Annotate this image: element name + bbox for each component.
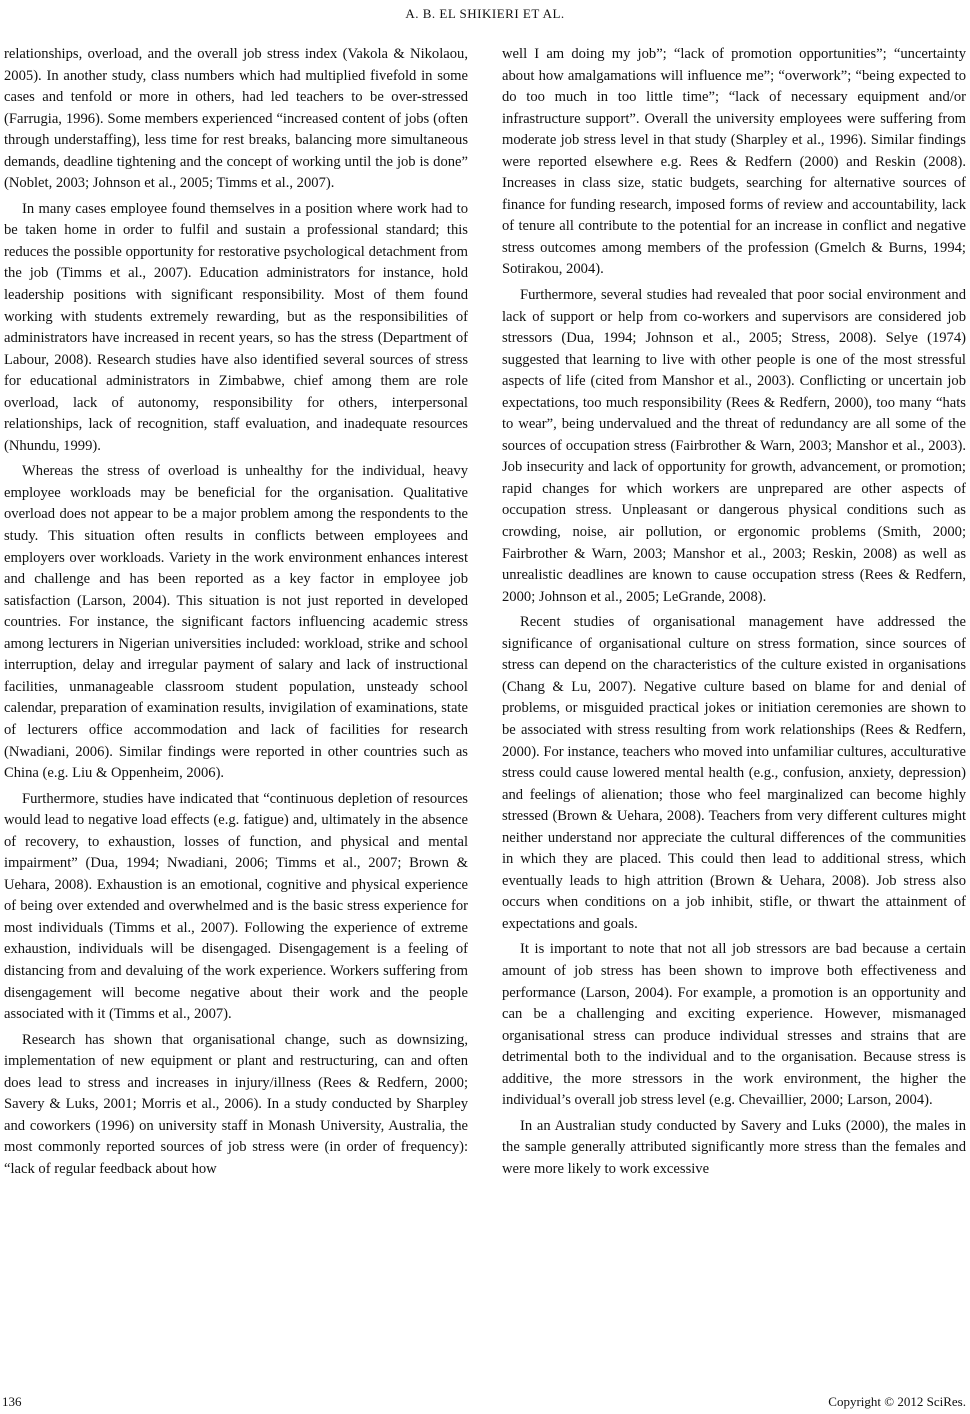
left-column	[4, 44, 468, 1184]
copyright-notice: Copyright © 2012 SciRes.	[828, 1394, 966, 1409]
page-number: 136	[2, 1394, 22, 1409]
paragraph: It is important to note that not all job stressors are bad because a certain amount of job stress has been shown to improve both effectiveness and performance (Larson, 2004). For example, a promotion is an opportunity and can be a challenging and exciting experience. However, mismanaged organisational stress can produce individual stresses and strains that are detrimental both to the individual and to the organisation. Because stress is additive, the more stressors in the work environment, the higher the individual’s overall job stress level (e.g. Chevaillier, 2000; Larson, 2004).	[502, 941, 966, 1109]
right-column	[502, 44, 966, 1184]
paragraph: Research has shown that organisational change, such as downsizing, implementation of new equipment or plant and restructuring, can and often does lead to stress and increases in injury/illness (Rees & Redfern, 2000; Savery & Luks, 2001; Morris et al., 2006). In a study conducted by Sharpley and coworkers (1996) on university staff in Monash University, Australia, the most commonly reported sources of job stress were (in order of frequency): “lack of regular feedback about how	[4, 1031, 468, 1177]
paragraph: relationships, overload, and the overall job stress index (Vakola & Nikolaou, 2005). In another study, class numbers which had multiplied fivefold in some cases and tenfold or more in others, had led teachers to be over-stressed (Farrugia, 1996). Some members experienced “increased content of jobs (often through understaffing), less time for rest breaks, balancing more simultaneous demands, deadline tightening and the concept of working until the job is done” (Noblet, 2003; Johnson et al., 2005; Timms et al., 2007).	[4, 46, 468, 192]
paragraph: Furthermore, studies have indicated that “continuous depletion of resources would lead to negative load effects (e.g. fatigue) and, ultimately in the absence of recovery, to exhaustion, losses of function, and physical and mental impairment” (Dua, 1994; Nwadiani, 2006; Timms et al., 2007; Brown & Uehara, 2008). Exhaustion is an emotional, cognitive and physical experience of being over extended and overwhelmed and is the basic stress experience for most individuals (Timms et al., 2007). Following the experience of extreme exhaustion, individuals will be disengaged. Disengagement is a feeling of distancing from and devaluing of the work experience. Workers suffering from disengagement will become negative about their work and the people associated with it (Timms et al., 2007).	[4, 790, 468, 1023]
paragraph: In many cases employee found themselves in a position where work had to be taken home in order to fulfil and sustain a professional standard; this reduces the possible opportunity for restorative psychological detachment from the job (Timms et al., 2007). Education administrators for instance, hold leadership positions with significant responsibility. Most of them found working with students extremely rewarding, but as the responsibilities of administrators have increased in recent years, so has the stress (Department of Labour, 2008). Research studies have also identified several sources of stress for educational administrators in Zimbabwe, chief among them are role overload, lack of autonomy, responsibility for others, interpersonal relationships, lack of recognition, staff evaluation, and inadequate resources (Nhundu, 1999).	[4, 200, 468, 454]
paragraph: well I am doing my job”; “lack of promotion opportunities”; “uncertainty about how amalgamations will influence me”; “overwork”; “being expected to do too much in too little time”; “lack of necessary equipment and/or infrastructure support”. Overall the university employees were suffering from moderate job stress level in that study (Sharpley et al., 1996). Similar findings were reported elsewhere e.g. Rees & Redfern (2000) and Reskin (2008). Increases in class size, static budgets, searching for alternative sources of finance for funding research, imposed forms of review and accountability, lack of tenure all contribute to the potential for an increase in conflict and negative stress outcomes among members of the profession (Gmelch & Burns, 1994; Sotirakou, 2004).	[502, 46, 966, 278]
running-head: A. B. EL SHIKIERI ET AL.	[405, 6, 565, 21]
paragraph: Whereas the stress of overload is unhealthy for the individual, heavy employee workloads may be beneficial for the organisation. Qualitative overload does not appear to be a major problem among the respondents to the study. This situation often results in conflicts between employees and employers over workloads. Variety in the work environment enhances interest and challenge and has been reported as a key factor in employee job satisfaction (Larson, 2004). This situation is not just reported in developed countries. For instance, the significant factors influencing academic stress among lecturers in Nigerian universities included: workload, strike and school interruption, delay and irregular payment of salary and lack of instructional facilities, unmanageable classroom student population, unsteady school calendar, preparation of examination results, invigilation of examinations, state of lecturers office accommodation and lack of facilities for research (Nwadiani, 2006). Similar findings were reported in other countries such as China (e.g. Liu & Oppenheim, 2006).	[4, 463, 468, 782]
paragraph: Recent studies of organisational management have addressed the significance of organisational culture on stress formation, since sources of stress can depend on the characteristics of the culture existed in organisations (Chang & Lu, 2007). Negative culture based on blame for and denial of problems, or misguided practical jokes or initiation ceremonies are shown to be associated with stress resulting from work relationships (Rees & Redfern, 2000). For instance, teachers who moved into unfamiliar cultures, acculturative stress could cause lowered mental health (e.g., confusion, anxiety, depression) and feelings of alienation; those who feel marginalized can become highly stressed (Brown & Uehara, 2008). Teachers from very different cultures might neither understand nor appreciate the cultural differences of the communities in which they are placed. This could then lead to additional stress, which eventually leads to high attrition (Brown & Uehara, 2008). Job stress also occurs when conditions on a job inhibit, stifle, or thwart the attainment of expectations and goals.	[502, 614, 966, 932]
paragraph: Furthermore, several studies had revealed that poor social environment and lack of support or help from co-workers and supervisors are considered job stressors (Dua, 1994; Johnson et al., 2005; Stress, 2008). Selye (1974) suggested that learning to live with other people is one of the most stressful aspects of life (cited from Manshor et al., 2003). Conflicting or uncertain job expectations, too much responsibility (Rees & Redfern, 2000), too many “hats to wear”, being undervalued and the threat of redundancy are all some of the sources of occupation stress (Fairbrother & Warn, 2003; Manshor et al., 2003). Job insecurity and lack of opportunity for growth, advancement, or promotion; rapid changes for which workers are unprepared are other aspects of occupation stress. Unpleasant or dangerous physical conditions such as crowding, noise, air pollution, or ergonomic problems (Smith, 2000; Fairbrother & Warn, 2003; Manshor et al., 2003; Reskin, 2008) as well as unrealistic deadlines are known to cause occupation stress (Rees & Redfern, 2000; Johnson et al., 2005; LeGrande, 2008).	[502, 287, 966, 605]
paragraph: In an Australian study conducted by Savery and Luks (2000), the males in the sample generally attributed significantly more stress than the females and were more likely to work excessive	[502, 1117, 966, 1177]
